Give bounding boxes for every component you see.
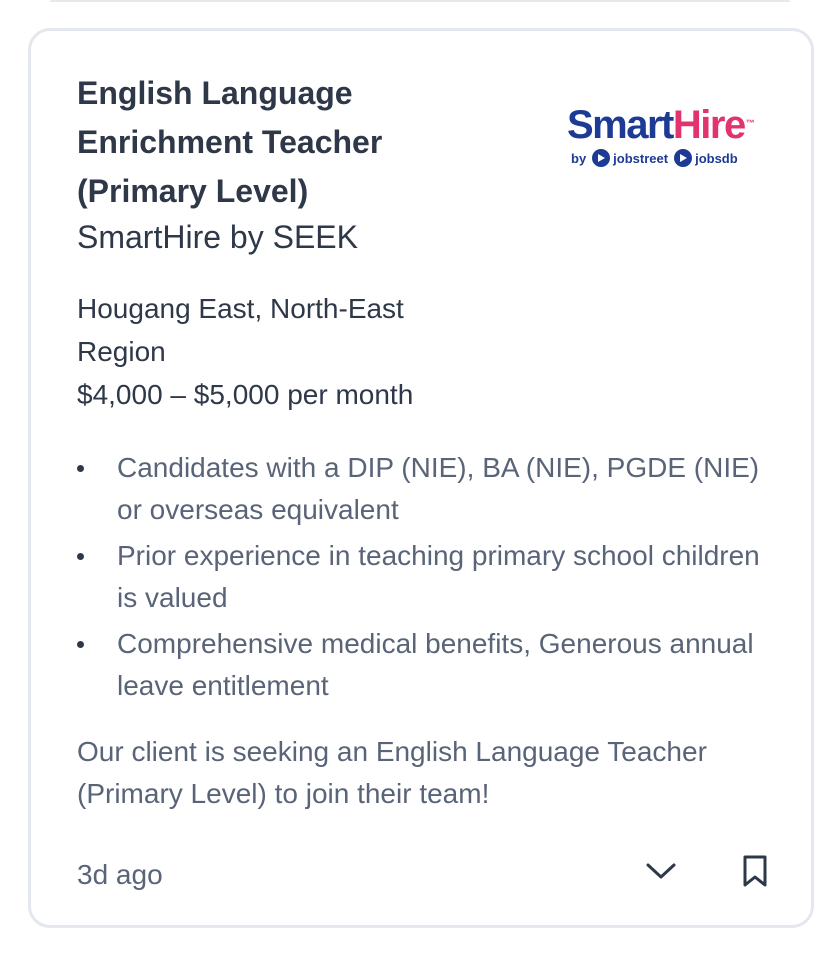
bullet-icon (77, 465, 84, 472)
company-logo (567, 103, 777, 175)
bullet-icon (77, 553, 84, 560)
expand-button[interactable] (639, 849, 683, 893)
highlight-item: Prior experience in teaching primary school children is valued (77, 535, 767, 619)
logo-wordmark: SmartHire™ (567, 103, 755, 147)
job-summary: Our client is seeking an English Language Teacher (Primary Level) to join their team! (77, 736, 707, 809)
top-divider (50, 0, 790, 2)
jobstreet-logo-icon (592, 149, 610, 167)
job-title[interactable]: English Language Enrichment Teacher (Primary Level) (77, 75, 383, 209)
jobsdb-logo-icon (674, 149, 692, 167)
logo-partners: by jobstreet jobsdb (571, 150, 738, 166)
job-card[interactable] (28, 28, 814, 928)
company-name: SmartHire by SEEK (77, 219, 358, 255)
chevron-down-icon (645, 861, 677, 881)
job-location: Hougang East, North-East Region (77, 293, 404, 367)
save-job-button[interactable] (733, 847, 777, 895)
highlight-item: Candidates with a DIP (NIE), BA (NIE), PGDE (NIE) or overseas equivalent (77, 447, 767, 531)
job-highlights (77, 447, 767, 711)
bullet-icon (77, 641, 84, 648)
highlight-item: Comprehensive medical benefits, Generous annual leave entitlement (77, 623, 767, 707)
posted-date: 3d ago (77, 859, 163, 890)
bookmark-icon (742, 854, 768, 888)
job-salary: $4,000 – $5,000 per month (77, 379, 414, 410)
